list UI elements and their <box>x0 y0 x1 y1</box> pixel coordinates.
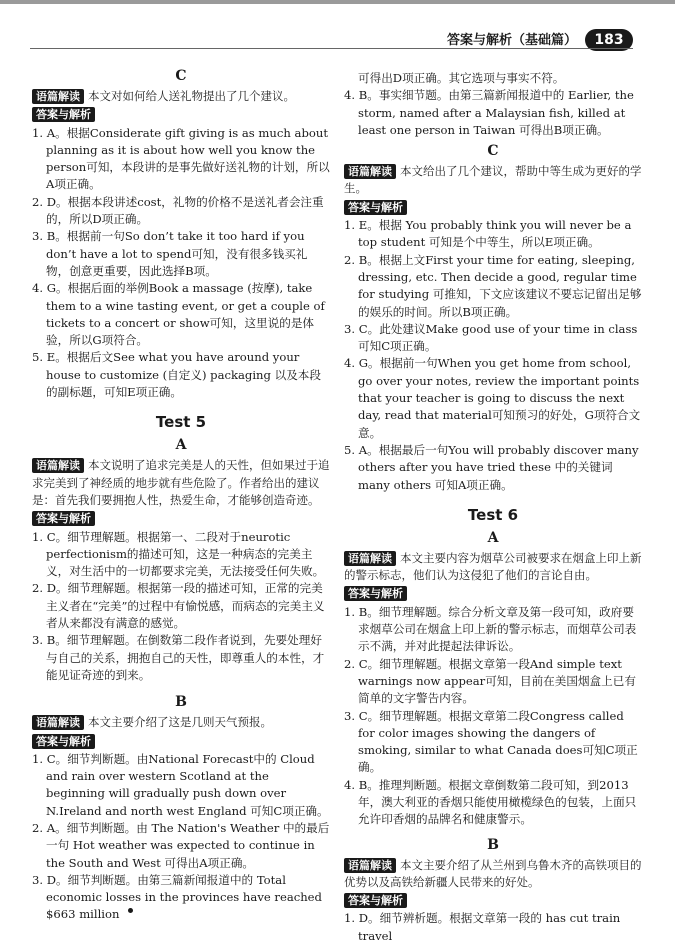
summary-text: 本文主要内容为烟草公司被要求在烟盒上印上新的警示标志，他们认为这侵犯了他们的言论自由。 <box>344 550 642 583</box>
summary-tag: 语篇解读 <box>32 458 84 473</box>
passage-summary <box>344 163 642 198</box>
answer-item: 2. D。细节理解题。根据第一段的描述可知，正常的完美主义者在“完美”的过程中有愉悦感，而病态的完美主义者从来都没有满意的感觉。 <box>32 581 325 631</box>
summary-tag: 语篇解读 <box>344 164 396 179</box>
answer-item: 4. B。事实细节题。由第三篇新闻报道中的 Earlier, the storm, named after a Malaysian fish, killed at least one person in Taiwan 可得出B项正确。 <box>344 88 634 137</box>
header-title: 答案与解析（基础篇） <box>446 33 577 48</box>
summary-tag: 语篇解读 <box>344 551 396 566</box>
answer-item: 2. B。根据上文First your time for eating, sleeping, dressing, etc. Then decide a good, regular time for studying 可推知，下文应该建议不要忘记留出足够的娱乐的时间。所以B项正确。 <box>344 252 642 319</box>
right-column <box>344 70 642 945</box>
answer-item: 2. D。根据本段讲述cost，礼物的价格不是送礼者会注重的，所以D项正确。 <box>32 194 324 227</box>
summary-text: 本文主要介绍了这是几则天气预报。 <box>88 715 272 730</box>
section-letter: B <box>175 694 187 711</box>
answer-item: 3. D。细节判断题。由第三篇新闻报道中的 Total economic losses in the provinces have reached $663 million <box>32 872 322 922</box>
answer-item: 3. B。细节理解题。在倒数第二段作者说到，先要处理好与自己的关系，拥抱自己的天性，即尊重人的本性，才能见证奇迹的到来。 <box>32 633 325 682</box>
test-title: Test 6 <box>467 505 519 524</box>
answer-tag: 答案与解析 <box>344 200 407 215</box>
continued-text: 可得出D项正确。其它选项与事实不符。 <box>358 71 565 85</box>
section-letter: B <box>487 836 499 853</box>
answer-item: 1. C。细节判断题。由National Forecast中的 Cloud and rain over western Scotland at the beginning will gradually push down over N.Ireland and north west England 可知C项正确。 <box>32 751 329 818</box>
answer-tag: 答案与解析 <box>344 893 407 908</box>
section-letter: C <box>175 68 187 84</box>
answer-item: 3. C。此处建议Make good use of your time in class 可知C项正确。 <box>344 321 638 354</box>
answer-item: 3. C。细节理解题。根据文章第二段Congress called for color images showing the dangers of smoking, similar to what Canada does可知C项正确。 <box>344 708 638 775</box>
answer-item: 2. A。细节判断题。由 The Nation's Weather 中的最后一句 Hot weather was expected to continue in the South and West 可得出A项正确。 <box>32 820 330 870</box>
answer-tag: 答案与解析 <box>32 107 95 122</box>
header-top-rule <box>0 0 675 4</box>
answer-item: 4. B。推理判断题。根据文章倒数第二段可知，到2013年，澳大利亚的香烟只能使用橄榄绿色的包装，上面只允许印香烟的品牌名和健康警示。 <box>344 777 637 827</box>
section-letter: A <box>175 437 187 454</box>
answer-tag: 答案与解析 <box>32 734 95 749</box>
test-title: Test 5 <box>155 413 207 432</box>
summary-text: 本文对如何给人送礼物提出了几个建议。 <box>88 89 295 103</box>
answer-item: 4. G。根据后面的举例Book a massage (按摩), take them to a wine tasting event, or get a couple of tickets to a concert or show可知，这里说的是体验，所以G项符合。 <box>32 281 325 348</box>
header-rule <box>30 48 633 49</box>
answer-item: 1. C。细节理解题。根据第一、二段对于neurotic perfectionism的描述可知，这是一种病态的完美主义，对生活中的一切都要求完美，无法接受任何失败。 <box>32 529 325 579</box>
summary-text: 本文主要介绍了从兰州到乌鲁木齐的高铁项目的优势以及高铁给新疆人民带来的好处。 <box>344 857 642 889</box>
page-header <box>0 10 675 50</box>
passage-summary <box>344 550 642 585</box>
summary-tag: 语篇解读 <box>344 858 396 873</box>
section-letter: C <box>487 143 499 160</box>
summary-tag: 语篇解读 <box>32 89 84 104</box>
page-number-badge: 183 <box>585 29 633 51</box>
summary-text: 本文给出了几个建议，帮助中等生成为更好的学生。 <box>344 164 642 196</box>
section-letter: A <box>487 529 499 546</box>
passage-summary <box>32 88 330 105</box>
passage-summary <box>344 857 642 892</box>
answer-item: 1. E。根据 You probably think you will never be a top student 可知是个中等生，所以E项正确。 <box>344 218 632 250</box>
summary-text: 本文说明了追求完美是人的天性，但如果过于追求完美到了神经质的地步就有些危险了。作者给出的建议是：首先我们要拥抱人性，热爱生命，才能够创造奇迹。 <box>32 458 330 507</box>
answer-item: 5. E。根据后文See what you have around your house to customize (自定义) packaging 以及本段的副标题，可知E项正确。 <box>32 350 321 400</box>
summary-tag: 语篇解读 <box>32 715 84 730</box>
answer-tag: 答案与解析 <box>344 586 407 601</box>
answer-item: 5. A。根据最后一句You will probably discover many others after you have tried these 中的关键词many others 可知A项正确。 <box>344 442 639 492</box>
answer-item: 1. A。根据Considerate gift giving is as much about planning as it is about how well you know the person可知，本段讲的是事先做好送礼物的计划，所以A项正确。 <box>32 125 330 192</box>
answer-item: 1. B。细节理解题。综合分析文章及第一段可知，政府要求烟草公司在烟盒上印上新的警示标志，而烟草公司表示不满，并对此提起法律诉讼。 <box>344 604 637 654</box>
passage-summary <box>32 457 330 509</box>
answer-item: 1. D。细节辨析题。根据文章第一段的 has cut train travel <box>344 911 621 943</box>
left-column <box>32 64 330 924</box>
answer-tag: 答案与解析 <box>32 511 95 526</box>
answer-item: 3. B。根据前一句So don’t take it too hard if you don’t have a lot to spend可知，没有很多钱买礼物，创意更重要，因此选择B项。 <box>32 229 308 278</box>
answer-item: 2. C。细节理解题。根据文章第一段And simple text warnings now appear可知，目前在美国烟盒上已有简单的文字警告内容。 <box>344 656 636 706</box>
passage-summary <box>32 714 330 731</box>
answer-item: 4. G。根据前一句When you get home from school, go over your notes, review the important points that your teacher is going to discuss the next day, read that material可知预习的好处，G项符合文意。 <box>344 356 641 440</box>
footer-dot <box>128 908 133 913</box>
